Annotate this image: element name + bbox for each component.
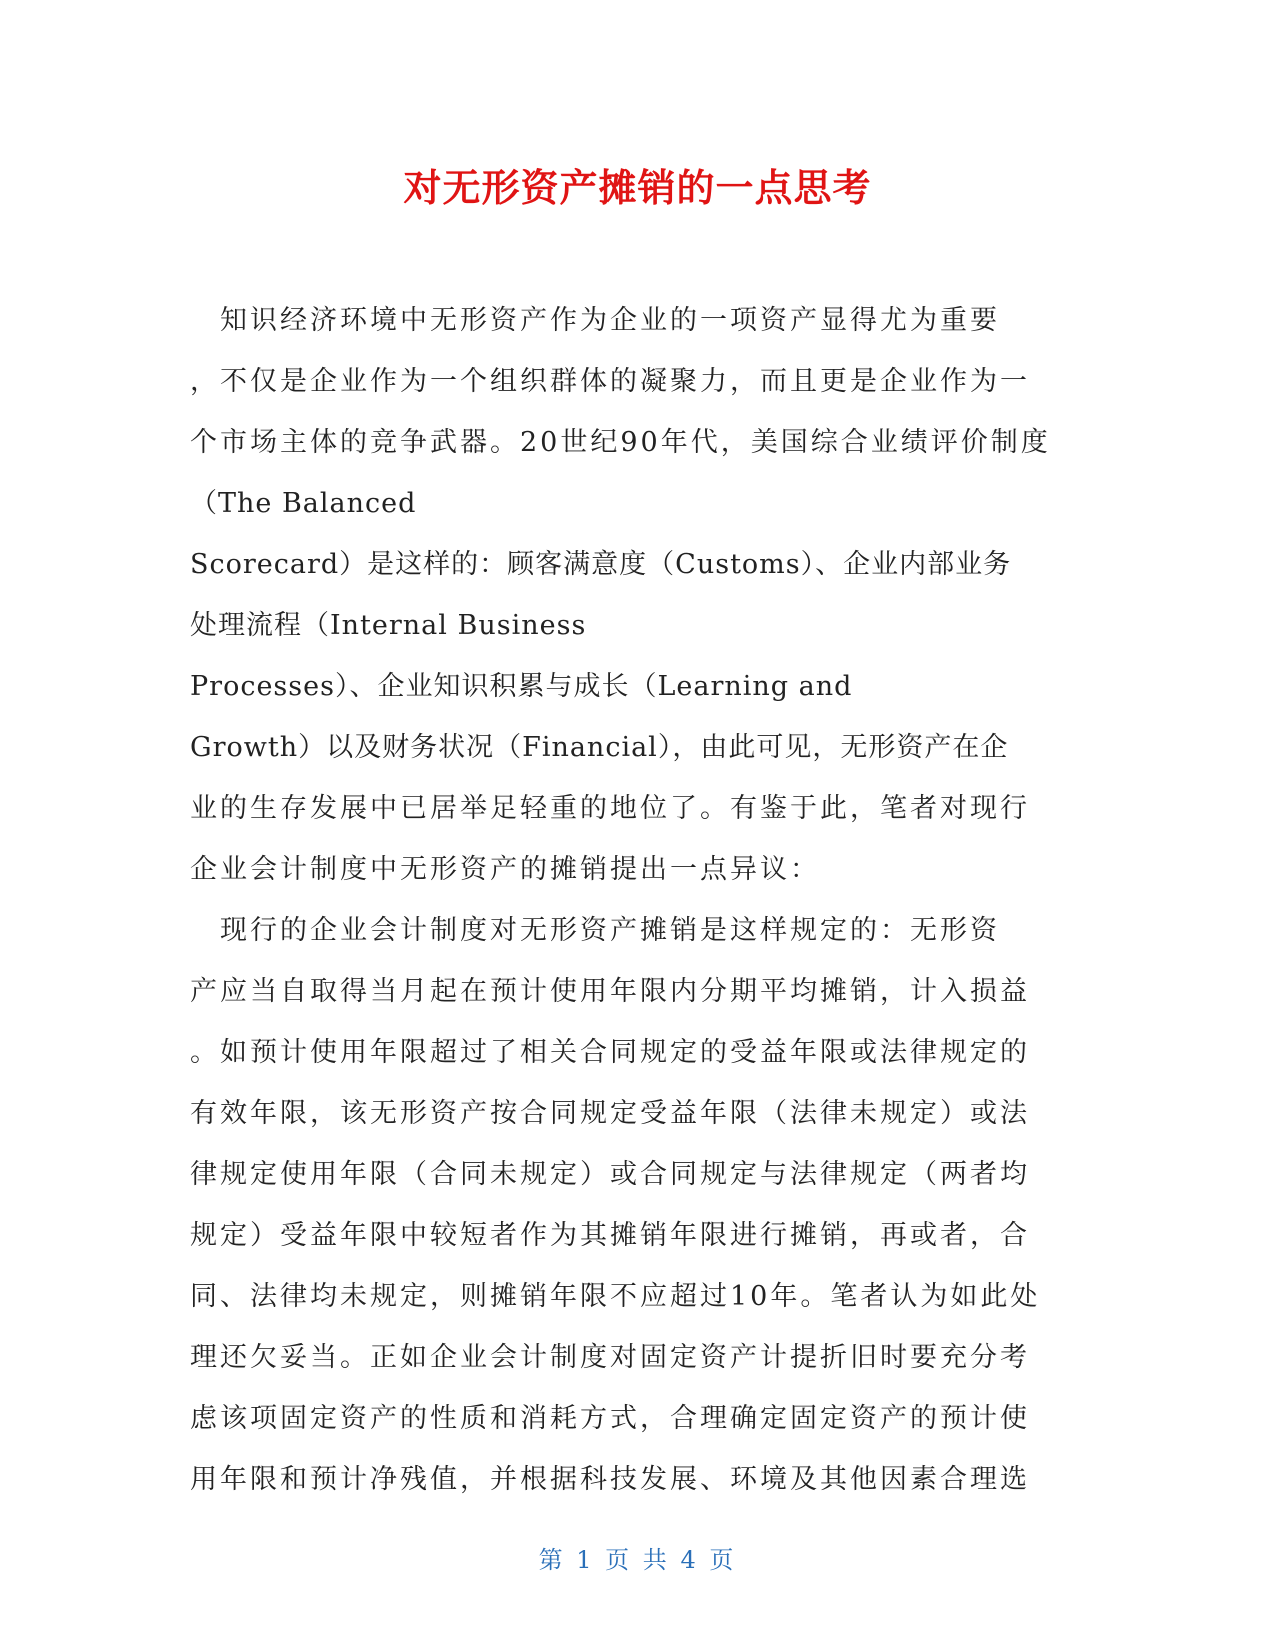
text-line: 个市场主体的竞争武器。20世纪90年代，美国综合业绩评价制度 [190,427,1051,458]
text-line: 同、法律均未规定，则摊销年限不应超过10年。笔者认为如此处 [190,1281,1041,1312]
text-line: 企业会计制度中无形资产的摊销提出一点异议： [190,854,820,885]
text-line: 虑该项固定资产的性质和消耗方式，合理确定固定资产的预计使 [190,1403,1030,1434]
text-line: ，不仅是企业作为一个组织群体的凝聚力，而且更是企业作为一 [190,366,1030,397]
text-line: 理还欠妥当。正如企业会计制度对固定资产计提折旧时要充分考 [190,1342,1030,1373]
text-line: Processes）、企业知识积累与成长（Learning and [190,671,853,702]
text-line: 有效年限，该无形资产按合同规定受益年限（法律未规定）或法 [190,1098,1030,1129]
text-line: 现行的企业会计制度对无形资产摊销是这样规定的：无形资 [190,915,1000,946]
document-body [190,290,1090,1510]
text-line: 知识经济环境中无形资产作为企业的一项资产显得尤为重要 [190,305,1000,336]
text-line: 规定）受益年限中较短者作为其摊销年限进行摊销，再或者，合 [190,1220,1030,1251]
text-line: 业的生存发展中已居举足轻重的地位了。有鉴于此，笔者对现行 [190,793,1030,824]
text-line: 用年限和预计净残值，并根据科技发展、环境及其他因素合理选 [190,1464,1030,1495]
text-line: 律规定使用年限（合同未规定）或合同规定与法律规定（两者均 [190,1159,1030,1190]
text-line: Scorecard）是这样的：顾客满意度（Customs）、企业内部业务 [190,549,1012,580]
text-line: （The Balanced [190,488,417,519]
page-number-footer: 第 1 页 共 4 页 [538,1546,737,1574]
text-line: 产应当自取得当月起在预计使用年限内分期平均摊销，计入损益 [190,976,1030,1007]
document-title: 对无形资产摊销的一点思考 [403,166,872,210]
text-line: Growth）以及财务状况（Financial），由此可见，无形资产在企 [190,732,1009,763]
text-line: 处理流程（Internal Business [190,610,587,641]
text-line: 。如预计使用年限超过了相关合同规定的受益年限或法律规定的 [190,1037,1030,1068]
